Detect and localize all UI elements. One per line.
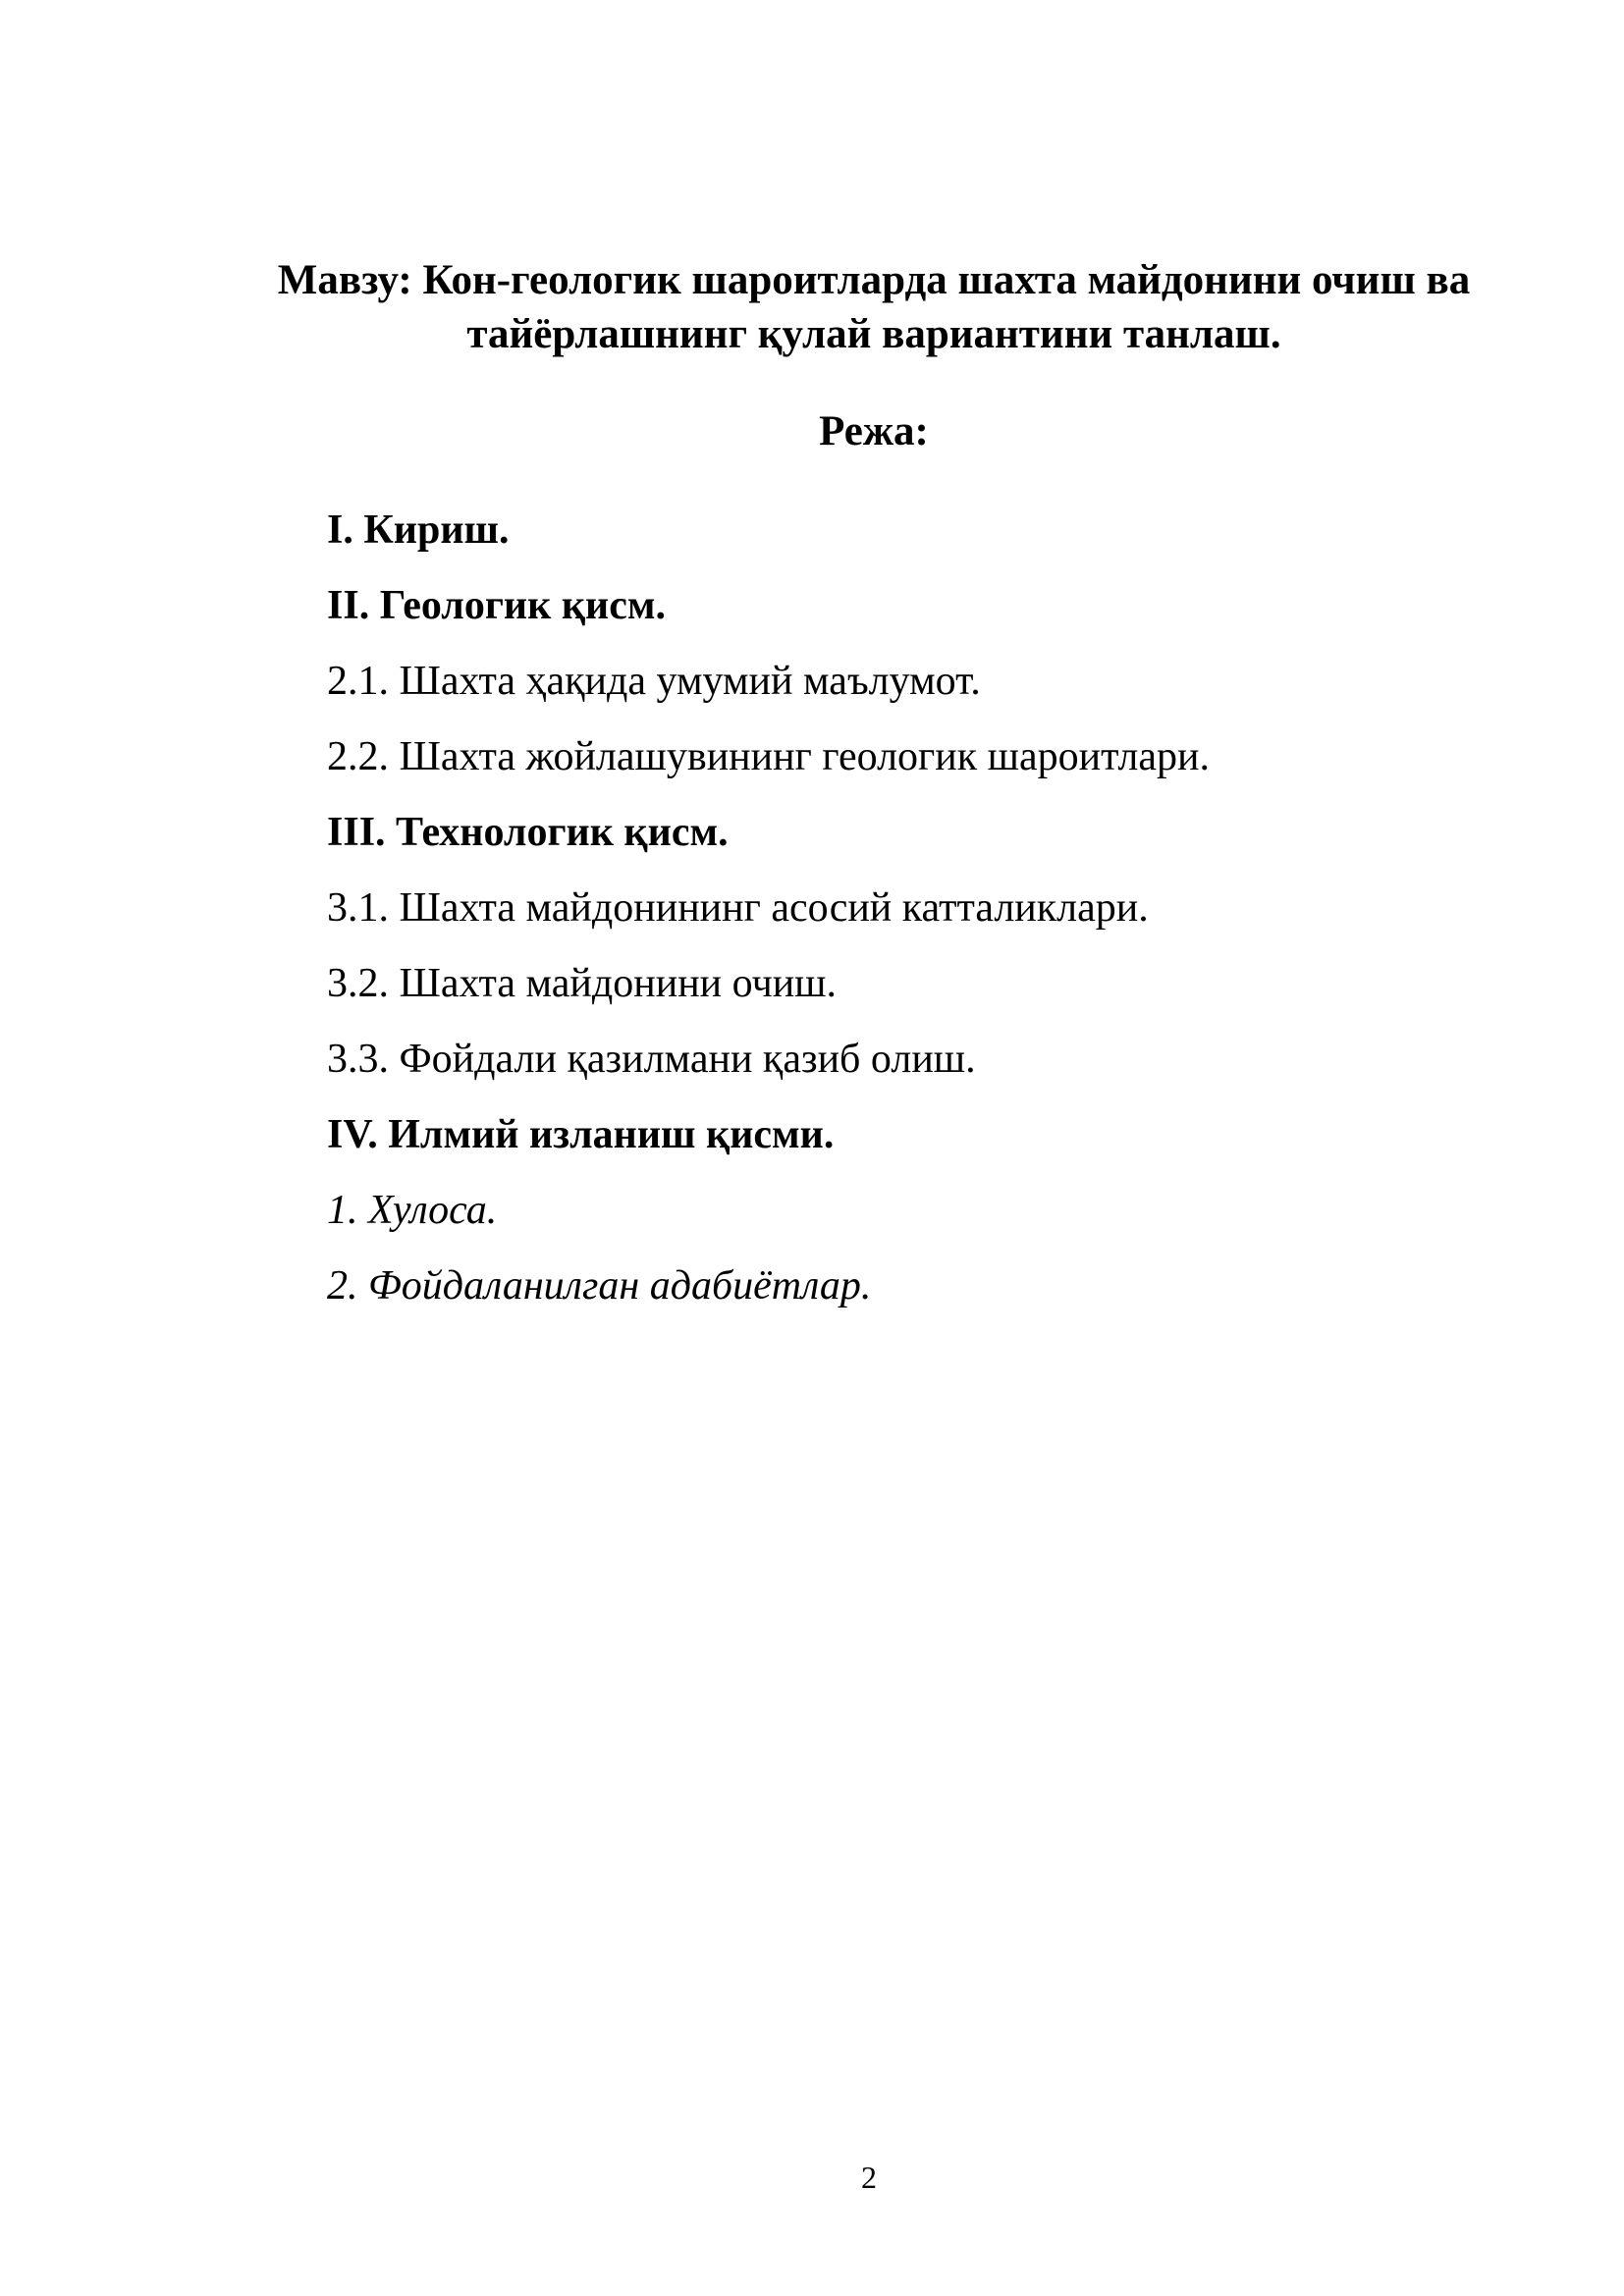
- toc-item-geological-part: II. Геологик қисм.: [327, 583, 666, 628]
- table-of-contents: [327, 504, 1456, 1335]
- plan-heading: Режа:: [819, 408, 929, 454]
- page-number: 2: [861, 2160, 877, 2195]
- document-title: [226, 253, 1522, 361]
- toc-item-technological-part: III. Технологик қисм.: [327, 810, 729, 855]
- toc-item-research-part: IV. Илмий изланиш қисми.: [327, 1112, 835, 1157]
- title-line-1: Мавзу: Кон-геологик шароитларда шахта майдонини очиш ва: [277, 257, 1471, 303]
- toc-item-conclusion: 1. Хулоса.: [327, 1188, 498, 1233]
- toc-item-3-3: 3.3. Фойдали қазилмани қазиб олиш.: [327, 1037, 976, 1082]
- toc-item-3-1: 3.1. Шахта майдонининг асосий катталиклари.: [327, 885, 1149, 931]
- toc-item-references: 2. Фойдаланилган адабиётлар.: [327, 1263, 872, 1308]
- toc-item-2-1: 2.1. Шахта ҳақида умумий маълумот.: [327, 659, 981, 704]
- title-line-2: тайёрлашнинг қулай вариантини танлаш.: [466, 311, 1281, 357]
- toc-item-3-2: 3.2. Шахта майдонини очиш.: [327, 961, 838, 1006]
- toc-item-2-2: 2.2. Шахта жойлашувининг геологик шароитлари.: [327, 734, 1211, 779]
- toc-item-introduction: I. Кириш.: [327, 507, 510, 553]
